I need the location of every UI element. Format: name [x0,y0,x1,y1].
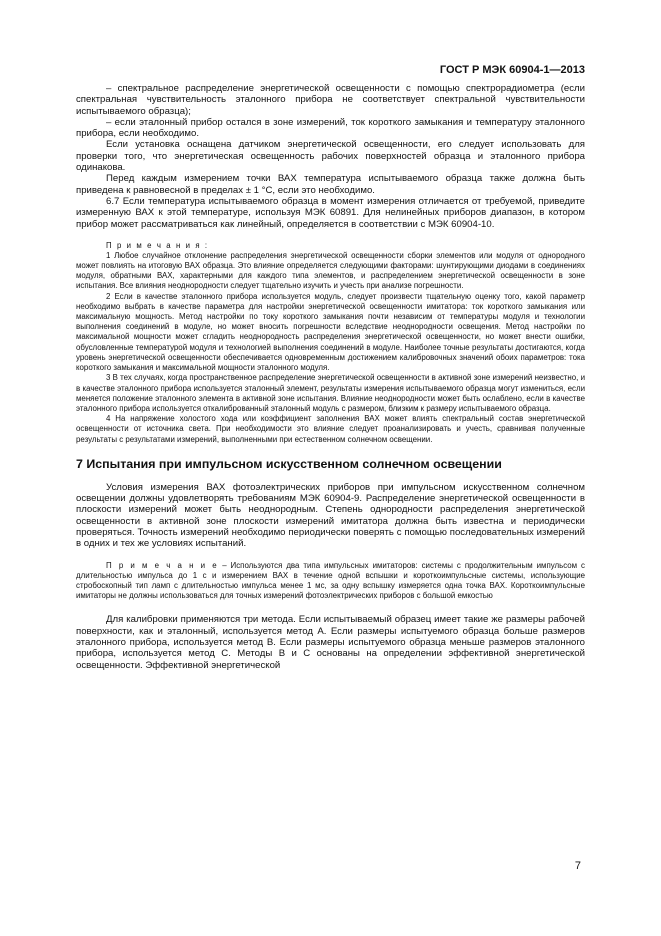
section-7-note-label: П р и м е ч а н и е [106,560,219,570]
notes-title: П р и м е ч а н и я : [106,240,209,250]
paragraph-temperature: Перед каждым измерением точки ВАХ температура испытываемого образца также должна быть приведена к равновесной в пределах ± 1 °С, если это необходимо. [76,173,585,196]
section-7-paragraph-1: Условия измерения ВАХ фотоэлектрических приборов при импульсном искусственном солнечном освещении должны удовлетворять требованиям МЭК 60904-9. Распределение энергетической освещенности в плоскости измерений может быть неоднородным. Степень однородности распределения энергетической освещенности в активной зоне плоскости измерений имитатора должна быть известна и периодически проверяться. Точность измерений необходимо периодически поверять с помощью последовательных измерений в одних и тех же условиях испытаний. [76,481,585,550]
paragraph-irradiance-sensor: Если установка оснащена датчиком энергетической освещенности, его следует использовать для проверки того, что энергетическая освещенность рабочих поверхностей образца и эталонного прибора одинакова. [76,139,585,174]
note-1: 1 Любое случайное отклонение распределения энергетической освещенности сборки элементов или модуля от однородного может повлиять на итоговую ВАХ образца. Это влияние определяется следующими факторами: шунтирующими диодами в соединениях модуля, обратными ВАХ, характерными для каждого типа элементов, и распределением энергетической освещенности в зоне испытания. Все влияния неоднородности следует тщательно изучить и учесть при анализе погрешности. [76,250,585,291]
note-2: 2 Если в качестве эталонного прибора используется модуль, следует произвести тщательную оценку того, какой параметр необходимо выбрать в качестве параметра для настройки энергетической освещенности имитатора: ток короткого замыкания или максимальную мощность. Метод настройки по току короткого замыкания почти независим от температуры модуля и технологии выполнения соединений в модуле, но может вносить погрешности вследствие неоднородности освещения. Метод настройки по максимальной мощности может сгладить неоднородность распределения энергетической освещенности, но может внести ошибки, обусловленные температурой модуля и технологией выполнения соединений в модуле. Наиболее точные результаты достигаются, когда уровень энергетической освещенности обеспечивается одновременным достижением калибровочных значений обоих параметров: тока короткого замыкания и максимальной мощности эталонного модуля. [76,291,585,373]
page-number: 7 [574,860,581,872]
paragraph-reference-device: – если эталонный прибор остался в зоне измерений, ток короткого замыкания и температуру эталонного прибора, если необходимо. [76,116,585,140]
section-7-note [76,561,585,602]
note-3: 3 В тех случаях, когда пространственное распределение энергетической освещенности в активной зоне измерений неизвестно, и в качестве эталонного прибора используется эталонный элемент, результаты измерения испытываемого образца могут измениться, если меняется положение эталонного элемента в активной зоне испытания. Влияние неоднородности может быть ослаблено, если в качестве эталонного прибора используется откалиброванный эталонный модуль с размером, близким к размеру испытываемого образца. [76,373,585,413]
section-7-note-text: – Используются два типа импульсных имитаторов: системы с продолжительным импульсом с длительностью импульса до 1 с и измерением ВАХ в течение одной вспышки и короткоимпульсные системы, использующие стробоскопный тип ламп с длительностью импульса менее 1 мс, за одну вспышку измеряется одна точка ВАХ. Короткоимпульсные имитаторы не должны использоваться для точных измерений фотоэлектрических приборов с большой емкостью [76,560,585,601]
note-4: 4 На напряжение холостого хода или коэффициент заполнения ВАХ может влиять спектральный состав энергетической освещенности от источника света. При необходимости это влияние следует проанализировать и учесть, сравнивая полученные результаты с результатами измерений, выполненными при естественном солнечном освещении. [76,414,585,444]
document-header-id: ГОСТ Р МЭК 60904-1—2013 [439,64,585,76]
paragraph-spectral: – спектральное распределение энергетической освещенности с помощью спектрорадиометра (если спектральная чувствительность эталонного прибора не соответствует спектральной чувствительности испытываемого образца); [76,83,585,117]
paragraph-6-7: 6.7 Если температура испытываемого образца в момент измерения отличается от требуемой, приведите измеренную ВАХ к этой температуре, используя МЭК 60891. Для нелинейных приборов диапазон, в котором прибор может рассматриваться как линейный, определяется в соответствии с МЭК 60904-10. [76,195,585,230]
document-body [76,83,585,671]
section-7-paragraph-2: Для калибровки применяются три метода. Если испытываемый образец имеет такие же размеры рабочей поверхности, как и эталонный, используется метод А. Если размеры испытуемого образца больше размеров эталонного прибора, используется метод В. Если размеры испытуемого образца меньше размеров эталонного прибора, используется метод С. Методы В и С основаны на определении эффективной энергетической освещенности. Эффективной энергетической [76,614,585,671]
section-7-heading: 7 Испытания при импульсном искусственном солнечном освещении [76,456,502,471]
